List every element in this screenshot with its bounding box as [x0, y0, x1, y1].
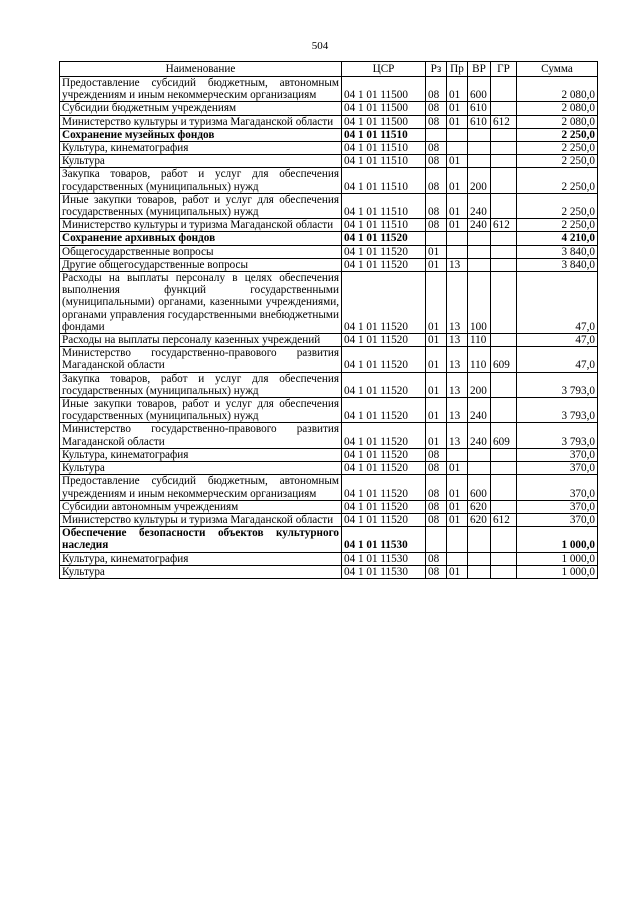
cell-vr: 240 [468, 423, 491, 448]
cell-vr [468, 142, 491, 155]
cell-vr: 100 [468, 272, 491, 334]
cell-name: Сохранение архивных фондов [60, 232, 342, 245]
cell-pr: 01 [447, 168, 468, 193]
cell-vr: 110 [468, 334, 491, 347]
cell-csr: 04 1 01 11530 [342, 565, 426, 578]
cell-pr: 01 [447, 513, 468, 526]
cell-name: Министерство культуры и туризма Магаданской области [60, 115, 342, 128]
cell-csr: 04 1 01 11520 [342, 232, 426, 245]
cell-csr: 04 1 01 11530 [342, 527, 426, 552]
cell-gr: 612 [491, 219, 517, 232]
table-row [60, 102, 598, 115]
column-header-rz: Рз [426, 62, 447, 77]
cell-gr [491, 142, 517, 155]
cell-rz: 01 [426, 372, 447, 397]
cell-rz: 08 [426, 102, 447, 115]
cell-vr [468, 245, 491, 258]
table-row [60, 245, 598, 258]
cell-rz: 08 [426, 462, 447, 475]
cell-pr [447, 552, 468, 565]
cell-name: Министерство культуры и туризма Магаданской области [60, 513, 342, 526]
cell-rz: 08 [426, 565, 447, 578]
cell-gr [491, 372, 517, 397]
cell-gr [491, 448, 517, 461]
cell-rz [426, 128, 447, 141]
cell-vr [468, 232, 491, 245]
cell-csr: 04 1 01 11520 [342, 475, 426, 500]
cell-sum: 3 793,0 [517, 423, 598, 448]
table-row [60, 347, 598, 372]
cell-csr: 04 1 01 11510 [342, 193, 426, 218]
cell-csr: 04 1 01 11520 [342, 513, 426, 526]
cell-csr: 04 1 01 11500 [342, 77, 426, 102]
table-row [60, 142, 598, 155]
cell-pr [447, 142, 468, 155]
cell-sum: 3 840,0 [517, 258, 598, 271]
cell-csr: 04 1 01 11520 [342, 423, 426, 448]
cell-rz: 08 [426, 155, 447, 168]
table-row [60, 77, 598, 102]
cell-name: Субсидии бюджетным учреждениям [60, 102, 342, 115]
column-header-gr: ГР [491, 62, 517, 77]
table-row [60, 155, 598, 168]
cell-pr: 01 [447, 193, 468, 218]
cell-name: Предоставление субсидий бюджетным, автономным учреждениям и иным некоммерческим организациям [60, 475, 342, 500]
table-row [60, 527, 598, 552]
cell-csr: 04 1 01 11520 [342, 334, 426, 347]
cell-sum: 47,0 [517, 272, 598, 334]
cell-sum: 3 793,0 [517, 372, 598, 397]
cell-rz: 08 [426, 193, 447, 218]
cell-sum: 3 793,0 [517, 398, 598, 423]
cell-vr [468, 552, 491, 565]
cell-csr: 04 1 01 11520 [342, 398, 426, 423]
cell-name: Министерство государственно-правового развития Магаданской области [60, 347, 342, 372]
cell-vr: 200 [468, 168, 491, 193]
table-row [60, 128, 598, 141]
cell-name: Культура [60, 155, 342, 168]
table-row [60, 423, 598, 448]
cell-name: Иные закупки товаров, работ и услуг для обеспечения государственных (муниципальных) нужд [60, 398, 342, 423]
cell-pr: 13 [447, 334, 468, 347]
table-row [60, 552, 598, 565]
cell-sum: 370,0 [517, 500, 598, 513]
cell-rz: 08 [426, 475, 447, 500]
cell-gr: 612 [491, 513, 517, 526]
cell-sum: 1 000,0 [517, 527, 598, 552]
cell-sum: 4 210,0 [517, 232, 598, 245]
cell-vr: 610 [468, 102, 491, 115]
cell-csr: 04 1 01 11520 [342, 462, 426, 475]
cell-gr [491, 552, 517, 565]
cell-gr [491, 462, 517, 475]
cell-csr: 04 1 01 11510 [342, 128, 426, 141]
cell-sum: 1 000,0 [517, 565, 598, 578]
cell-sum: 370,0 [517, 513, 598, 526]
table-row [60, 334, 598, 347]
cell-vr [468, 448, 491, 461]
cell-name: Сохранение музейных фондов [60, 128, 342, 141]
cell-rz: 08 [426, 513, 447, 526]
cell-sum: 2 250,0 [517, 142, 598, 155]
cell-rz: 01 [426, 272, 447, 334]
table-row [60, 232, 598, 245]
cell-csr: 04 1 01 11500 [342, 102, 426, 115]
cell-rz: 01 [426, 423, 447, 448]
cell-vr: 110 [468, 347, 491, 372]
cell-gr: 609 [491, 347, 517, 372]
cell-name: Закупка товаров, работ и услуг для обеспечения государственных (муниципальных) нужд [60, 168, 342, 193]
cell-vr [468, 462, 491, 475]
cell-rz [426, 232, 447, 245]
cell-vr: 600 [468, 77, 491, 102]
cell-sum: 47,0 [517, 334, 598, 347]
cell-gr: 609 [491, 423, 517, 448]
cell-name: Министерство государственно-правового развития Магаданской области [60, 423, 342, 448]
cell-name: Субсидии автономным учреждениям [60, 500, 342, 513]
cell-csr: 04 1 01 11520 [342, 372, 426, 397]
column-header-csr: ЦСР [342, 62, 426, 77]
cell-vr [468, 128, 491, 141]
page-number: 504 [311, 40, 329, 52]
cell-pr: 13 [447, 423, 468, 448]
cell-rz: 08 [426, 77, 447, 102]
column-header-name: Наименование [60, 62, 342, 77]
cell-sum: 2 250,0 [517, 219, 598, 232]
cell-pr: 01 [447, 77, 468, 102]
table-row [60, 398, 598, 423]
cell-rz: 01 [426, 258, 447, 271]
cell-csr: 04 1 01 11510 [342, 142, 426, 155]
cell-csr: 04 1 01 11500 [342, 115, 426, 128]
table-row [60, 372, 598, 397]
cell-gr [491, 527, 517, 552]
cell-name: Закупка товаров, работ и услуг для обеспечения государственных (муниципальных) нужд [60, 372, 342, 397]
cell-sum: 3 840,0 [517, 245, 598, 258]
cell-gr [491, 128, 517, 141]
cell-gr [491, 102, 517, 115]
table-row [60, 462, 598, 475]
cell-pr: 01 [447, 155, 468, 168]
cell-pr [447, 527, 468, 552]
cell-rz: 01 [426, 398, 447, 423]
cell-gr [491, 155, 517, 168]
cell-vr: 240 [468, 193, 491, 218]
cell-pr: 01 [447, 565, 468, 578]
cell-name: Культура, кинематография [60, 552, 342, 565]
cell-rz [426, 527, 447, 552]
cell-gr: 612 [491, 115, 517, 128]
cell-gr [491, 475, 517, 500]
cell-gr [491, 565, 517, 578]
table-row [60, 448, 598, 461]
cell-gr [491, 168, 517, 193]
cell-csr: 04 1 01 11510 [342, 219, 426, 232]
cell-vr: 620 [468, 500, 491, 513]
cell-rz: 08 [426, 115, 447, 128]
cell-name: Культура [60, 565, 342, 578]
table-row [60, 168, 598, 193]
cell-csr: 04 1 01 11520 [342, 245, 426, 258]
cell-name: Другие общегосударственные вопросы [60, 258, 342, 271]
cell-sum: 47,0 [517, 347, 598, 372]
cell-vr [468, 527, 491, 552]
cell-pr [447, 448, 468, 461]
table-row [60, 115, 598, 128]
table-row [60, 500, 598, 513]
table-row [60, 193, 598, 218]
cell-pr: 01 [447, 102, 468, 115]
table-row [60, 272, 598, 334]
cell-sum: 2 250,0 [517, 155, 598, 168]
cell-pr: 13 [447, 272, 468, 334]
cell-csr: 04 1 01 11520 [342, 272, 426, 334]
cell-rz: 08 [426, 142, 447, 155]
cell-name: Культура, кинематография [60, 448, 342, 461]
column-header-sum: Сумма [517, 62, 598, 77]
cell-vr: 200 [468, 372, 491, 397]
cell-sum: 2 250,0 [517, 128, 598, 141]
cell-gr [491, 258, 517, 271]
cell-csr: 04 1 01 11520 [342, 448, 426, 461]
cell-gr [491, 398, 517, 423]
cell-pr [447, 232, 468, 245]
cell-name: Культура [60, 462, 342, 475]
cell-pr: 01 [447, 115, 468, 128]
cell-vr [468, 565, 491, 578]
cell-pr: 13 [447, 347, 468, 372]
cell-pr: 01 [447, 219, 468, 232]
cell-rz: 01 [426, 245, 447, 258]
cell-pr: 01 [447, 500, 468, 513]
cell-name: Культура, кинематография [60, 142, 342, 155]
cell-sum: 1 000,0 [517, 552, 598, 565]
cell-gr [491, 245, 517, 258]
cell-name: Расходы на выплаты персоналу в целях обеспечения выполнения функций государственными (муниципальными) органами, казенными учреждениями, органами управления государственными внебюджетными фондами [60, 272, 342, 334]
cell-gr [491, 334, 517, 347]
cell-vr: 240 [468, 398, 491, 423]
table-row [60, 475, 598, 500]
cell-rz: 08 [426, 500, 447, 513]
cell-sum: 370,0 [517, 448, 598, 461]
table-row [60, 258, 598, 271]
cell-csr: 04 1 01 11520 [342, 258, 426, 271]
cell-vr: 600 [468, 475, 491, 500]
cell-pr: 01 [447, 475, 468, 500]
cell-vr: 240 [468, 219, 491, 232]
cell-sum: 370,0 [517, 462, 598, 475]
cell-rz: 08 [426, 448, 447, 461]
cell-csr: 04 1 01 11510 [342, 168, 426, 193]
cell-sum: 2 080,0 [517, 77, 598, 102]
cell-sum: 2 250,0 [517, 168, 598, 193]
cell-gr [491, 272, 517, 334]
cell-pr: 13 [447, 398, 468, 423]
cell-rz: 08 [426, 168, 447, 193]
table-row [60, 219, 598, 232]
cell-rz: 08 [426, 219, 447, 232]
cell-gr [491, 77, 517, 102]
cell-gr [491, 232, 517, 245]
cell-csr: 04 1 01 11520 [342, 347, 426, 372]
cell-pr [447, 128, 468, 141]
table-body [60, 77, 598, 579]
cell-name: Расходы на выплаты персоналу казенных учреждений [60, 334, 342, 347]
cell-vr [468, 258, 491, 271]
table-row [60, 513, 598, 526]
table-header-row [60, 62, 598, 77]
column-header-pr: Пр [447, 62, 468, 77]
cell-vr [468, 155, 491, 168]
cell-name: Министерство культуры и туризма Магаданской области [60, 219, 342, 232]
budget-table [59, 61, 598, 579]
cell-rz: 01 [426, 334, 447, 347]
cell-vr: 610 [468, 115, 491, 128]
cell-name: Предоставление субсидий бюджетным, автономным учреждениям и иным некоммерческим организациям [60, 77, 342, 102]
cell-gr [491, 193, 517, 218]
cell-name: Общегосударственные вопросы [60, 245, 342, 258]
cell-gr [491, 500, 517, 513]
cell-csr: 04 1 01 11530 [342, 552, 426, 565]
cell-sum: 2 250,0 [517, 193, 598, 218]
cell-vr: 620 [468, 513, 491, 526]
cell-csr: 04 1 01 11510 [342, 155, 426, 168]
cell-pr [447, 245, 468, 258]
cell-rz: 08 [426, 552, 447, 565]
column-header-vr: ВР [468, 62, 491, 77]
cell-rz: 01 [426, 347, 447, 372]
cell-sum: 370,0 [517, 475, 598, 500]
cell-pr: 01 [447, 462, 468, 475]
cell-sum: 2 080,0 [517, 115, 598, 128]
table-row [60, 565, 598, 578]
cell-name: Обеспечение безопасности объектов культурного наследия [60, 527, 342, 552]
cell-pr: 13 [447, 372, 468, 397]
cell-name: Иные закупки товаров, работ и услуг для обеспечения государственных (муниципальных) нужд [60, 193, 342, 218]
cell-csr: 04 1 01 11520 [342, 500, 426, 513]
cell-pr: 13 [447, 258, 468, 271]
cell-sum: 2 080,0 [517, 102, 598, 115]
